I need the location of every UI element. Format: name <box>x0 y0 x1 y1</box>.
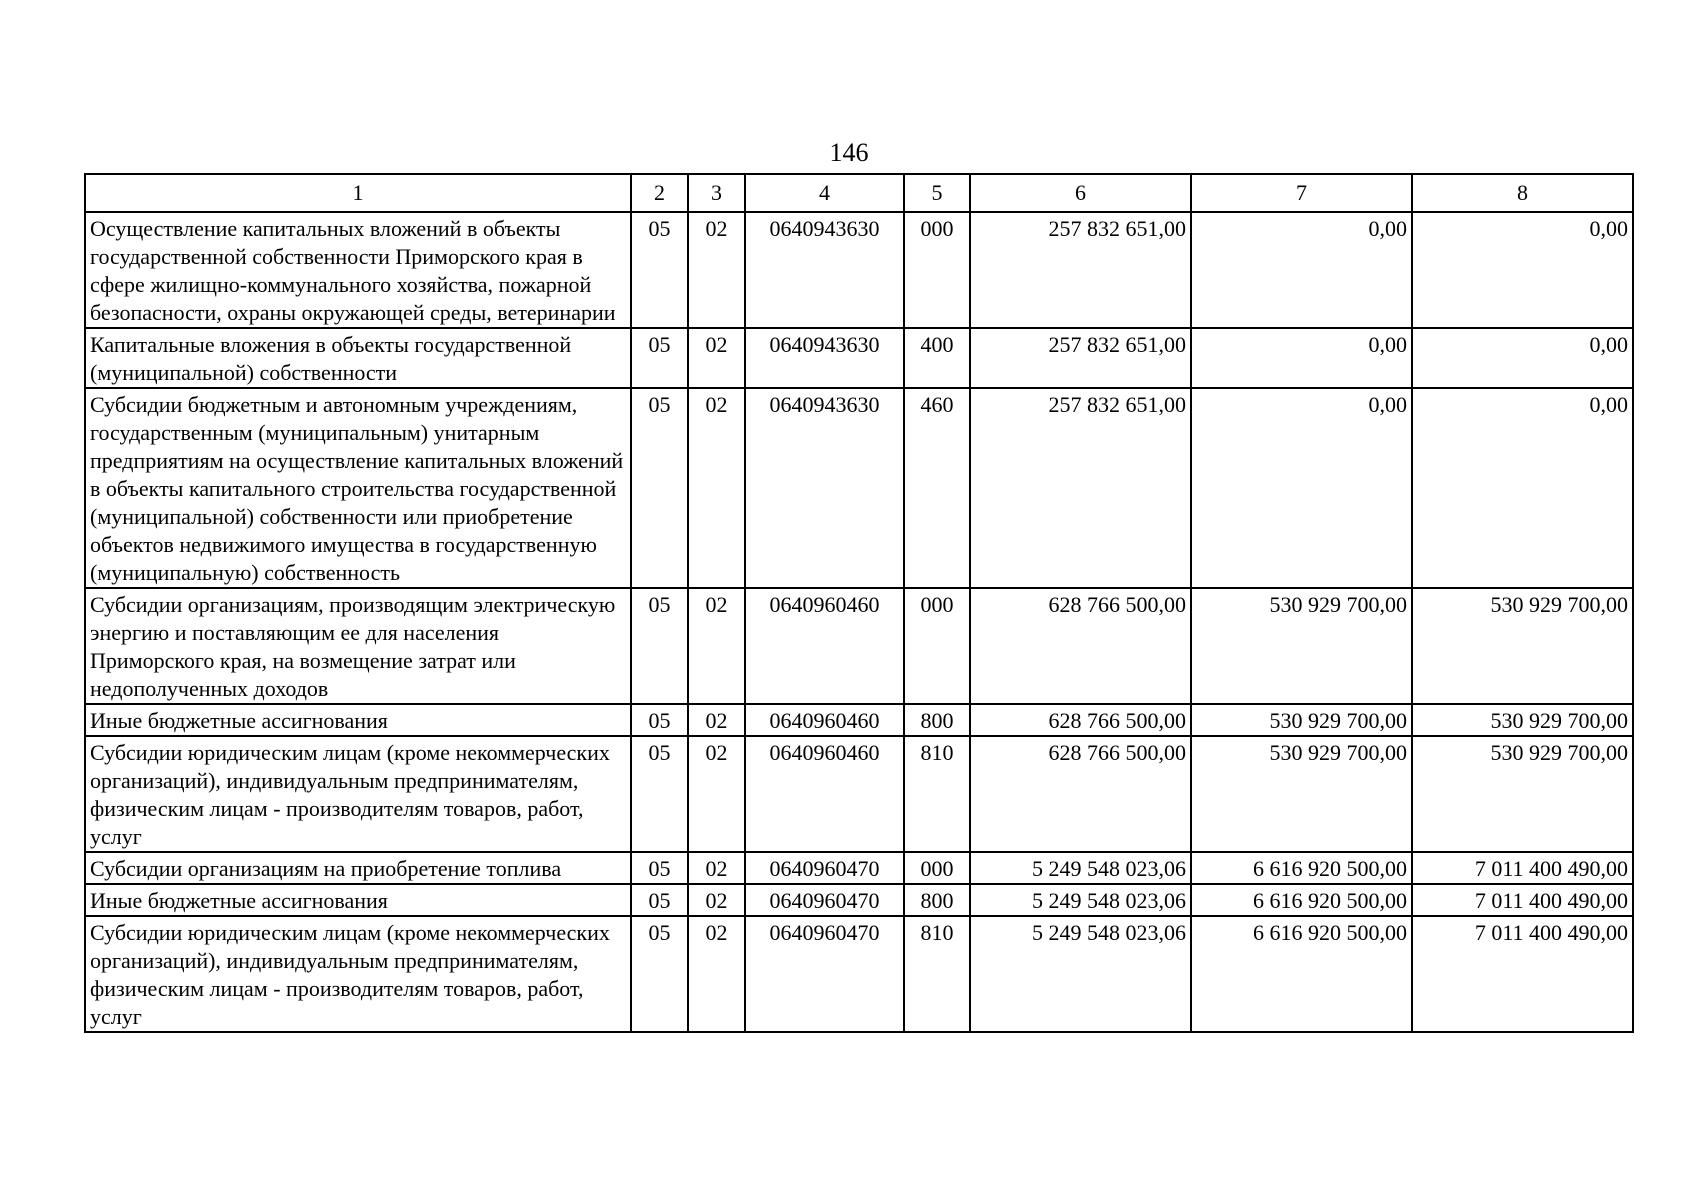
amount-col8: 0,00 <box>1412 328 1633 388</box>
amount-col8: 530 929 700,00 <box>1412 736 1633 852</box>
subsection-code: 02 <box>688 588 745 704</box>
target-article-code: 0640943630 <box>745 212 904 328</box>
amount-col7: 6 616 920 500,00 <box>1191 916 1412 1032</box>
amount-col8: 530 929 700,00 <box>1412 588 1633 704</box>
header-cell: 8 <box>1412 174 1633 212</box>
expense-type-code: 810 <box>904 916 970 1032</box>
expense-type-code: 000 <box>904 212 970 328</box>
amount-col8: 530 929 700,00 <box>1412 704 1633 736</box>
subsection-code: 02 <box>688 328 745 388</box>
target-article-code: 0640960470 <box>745 852 904 884</box>
budget-table <box>84 173 1634 1033</box>
expense-type-code: 800 <box>904 704 970 736</box>
expense-type-code: 460 <box>904 388 970 588</box>
expense-type-code: 400 <box>904 328 970 388</box>
amount-col7: 6 616 920 500,00 <box>1191 884 1412 916</box>
expense-type-code: 800 <box>904 884 970 916</box>
target-article-code: 0640960460 <box>745 588 904 704</box>
row-name: Субсидии юридическим лицам (кроме некоммерческих организаций), индивидуальным предпринимателям, физическим лицам - производителям товаров, работ, услуг <box>85 736 631 852</box>
amount-col6: 257 832 651,00 <box>970 328 1191 388</box>
amount-col7: 530 929 700,00 <box>1191 704 1412 736</box>
amount-col7: 0,00 <box>1191 328 1412 388</box>
target-article-code: 0640960460 <box>745 704 904 736</box>
amount-col6: 257 832 651,00 <box>970 388 1191 588</box>
row-name: Субсидии бюджетным и автономным учреждениям, государственным (муниципальным) унитарным предприятиям на осуществление капитальных вложений в объекты капитального строительства государственной (муниципальной) собственности или приобретение объектов недвижимого имущества в государственную (муниципальную) собственность <box>85 388 631 588</box>
header-row <box>85 174 1633 212</box>
section-code: 05 <box>631 884 688 916</box>
target-article-code: 0640960470 <box>745 884 904 916</box>
amount-col6: 5 249 548 023,06 <box>970 852 1191 884</box>
section-code: 05 <box>631 588 688 704</box>
header-cell: 3 <box>688 174 745 212</box>
row-name: Иные бюджетные ассигнования <box>85 704 631 736</box>
section-code: 05 <box>631 916 688 1032</box>
amount-col7: 6 616 920 500,00 <box>1191 852 1412 884</box>
section-code: 05 <box>631 328 688 388</box>
expense-type-code: 000 <box>904 588 970 704</box>
amount-col7: 0,00 <box>1191 212 1412 328</box>
amount-col8: 7 011 400 490,00 <box>1412 916 1633 1032</box>
amount-col7: 530 929 700,00 <box>1191 588 1412 704</box>
subsection-code: 02 <box>688 852 745 884</box>
table-row <box>85 884 1633 916</box>
amount-col8: 7 011 400 490,00 <box>1412 884 1633 916</box>
section-code: 05 <box>631 736 688 852</box>
row-name: Субсидии организациям на приобретение топлива <box>85 852 631 884</box>
subsection-code: 02 <box>688 916 745 1032</box>
table-row <box>85 704 1633 736</box>
subsection-code: 02 <box>688 388 745 588</box>
amount-col6: 628 766 500,00 <box>970 704 1191 736</box>
header-cell: 6 <box>970 174 1191 212</box>
amount-col6: 257 832 651,00 <box>970 212 1191 328</box>
target-article-code: 0640960470 <box>745 916 904 1032</box>
table-row <box>85 736 1633 852</box>
subsection-code: 02 <box>688 884 745 916</box>
target-article-code: 0640943630 <box>745 328 904 388</box>
subsection-code: 02 <box>688 704 745 736</box>
subsection-code: 02 <box>688 736 745 852</box>
amount-col7: 0,00 <box>1191 388 1412 588</box>
amount-col6: 5 249 548 023,06 <box>970 884 1191 916</box>
section-code: 05 <box>631 852 688 884</box>
page-number: 146 <box>829 138 869 167</box>
amount-col8: 0,00 <box>1412 388 1633 588</box>
row-name: Осуществление капитальных вложений в объекты государственной собственности Приморского края в сфере жилищно-коммунального хозяйства, пожарной безопасности, охраны окружающей среды, ветеринарии <box>85 212 631 328</box>
table-row <box>85 328 1633 388</box>
header-cell: 5 <box>904 174 970 212</box>
subsection-code: 02 <box>688 212 745 328</box>
amount-col7: 530 929 700,00 <box>1191 736 1412 852</box>
header-cell: 1 <box>85 174 631 212</box>
table-row <box>85 852 1633 884</box>
section-code: 05 <box>631 388 688 588</box>
section-code: 05 <box>631 704 688 736</box>
table-row <box>85 388 1633 588</box>
section-code: 05 <box>631 212 688 328</box>
header-cell: 2 <box>631 174 688 212</box>
target-article-code: 0640943630 <box>745 388 904 588</box>
target-article-code: 0640960460 <box>745 736 904 852</box>
table-row <box>85 916 1633 1032</box>
table-row <box>85 588 1633 704</box>
amount-col6: 628 766 500,00 <box>970 736 1191 852</box>
amount-col8: 0,00 <box>1412 212 1633 328</box>
row-name: Субсидии организациям, производящим электрическую энергию и поставляющим ее для населения Приморского края, на возмещение затрат или недополученных доходов <box>85 588 631 704</box>
amount-col8: 7 011 400 490,00 <box>1412 852 1633 884</box>
header-cell: 7 <box>1191 174 1412 212</box>
row-name: Капитальные вложения в объекты государственной (муниципальной) собственности <box>85 328 631 388</box>
table-row <box>85 212 1633 328</box>
header-cell: 4 <box>745 174 904 212</box>
row-name: Субсидии юридическим лицам (кроме некоммерческих организаций), индивидуальным предпринимателям, физическим лицам - производителям товаров, работ, услуг <box>85 916 631 1032</box>
row-name: Иные бюджетные ассигнования <box>85 884 631 916</box>
amount-col6: 628 766 500,00 <box>970 588 1191 704</box>
expense-type-code: 810 <box>904 736 970 852</box>
expense-type-code: 000 <box>904 852 970 884</box>
amount-col6: 5 249 548 023,06 <box>970 916 1191 1032</box>
